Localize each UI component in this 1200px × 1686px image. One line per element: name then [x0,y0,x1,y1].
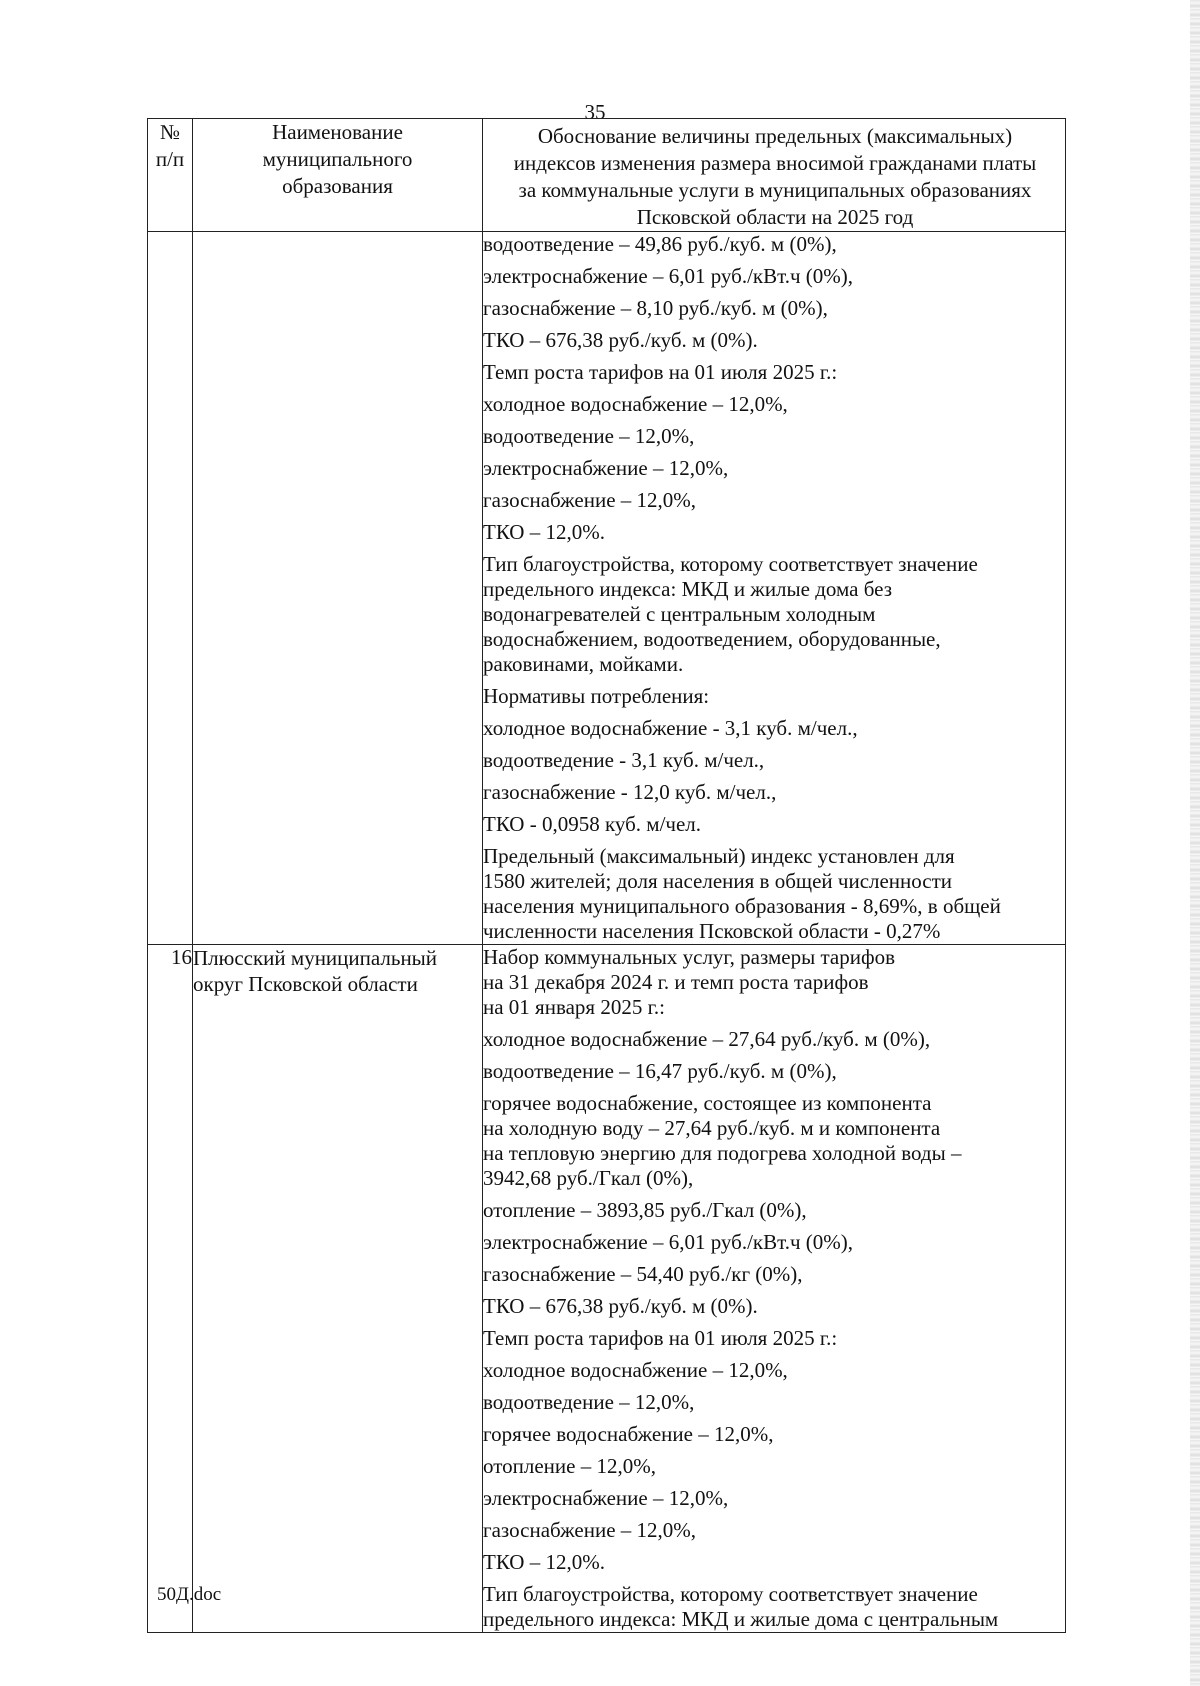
table-header-row [148,119,1066,232]
justification-paragraph: водоотведение – 12,0%, [483,1390,695,1414]
row-number-cell: 16 [148,945,193,1633]
page-number: 35 [584,100,606,124]
justification-paragraph: холодное водоснабжение – 12,0%, [483,392,788,416]
justification-paragraph: газоснабжение – 54,40 руб./кг (0%), [483,1262,803,1286]
table-row [148,945,1066,1633]
tariff-index-table [147,118,1066,1633]
justification-paragraph: Тип благоустройства, которому соответствует значение предельного индекса: МКД и жилые дома без водонагревателей с центральным холодным водоснабжением, водоотведением, оборудованные, раковинами, мойками. [483,552,978,676]
justification-paragraph: Темп роста тарифов на 01 июля 2025 г.: [483,360,838,384]
justification-paragraph: электроснабжение – 6,01 руб./кВт.ч (0%), [483,1230,854,1254]
justification-paragraph: Предельный (максимальный) индекс установлен для 1580 жителей; доля населения в общей численности населения муниципального образования - 8,69%, в общей численности населения Псковской области - 0,27% [483,844,1001,943]
municipality-name-cell [193,232,483,945]
table-body [148,232,1066,1633]
justification-paragraph: холодное водоснабжение – 27,64 руб./куб. м (0%), [483,1027,931,1051]
justification-paragraph: горячее водоснабжение, состоящее из компонента на холодную воду – 27,64 руб./куб. м и компонента на тепловую энергию для подогрева холодной воды – 3942,68 руб./Гкал (0%), [483,1091,962,1190]
row-number-cell [148,232,193,945]
justification-paragraph: ТКО – 676,38 руб./куб. м (0%). [483,328,758,352]
justification-paragraph: отопление – 12,0%, [483,1454,656,1478]
justification-paragraph: ТКО – 676,38 руб./куб. м (0%). [483,1294,758,1318]
table-row [148,232,1066,945]
header-municipality-name-text: Наименование муниципального образования [262,120,413,198]
justification-paragraph: водоотведение – 16,47 руб./куб. м (0%), [483,1059,837,1083]
header-justification [483,119,1066,232]
justification-paragraph: электроснабжение – 6,01 руб./кВт.ч (0%), [483,264,854,288]
justification-paragraph: Тип благоустройства, которому соответствует значение предельного индекса: МКД и жилые дома с центральным [483,1582,999,1631]
justification-paragraph: ТКО - 0,0958 куб. м/чел. [483,812,702,836]
justification-paragraph: холодное водоснабжение – 12,0%, [483,1358,788,1382]
justification-paragraph: Темп роста тарифов на 01 июля 2025 г.: [483,1326,838,1350]
municipality-name-cell: Плюсский муниципальный округ Псковской области [193,945,483,1633]
justification-paragraph: холодное водоснабжение - 3,1 куб. м/чел., [483,716,858,740]
justification-paragraph: горячее водоснабжение – 12,0%, [483,1422,774,1446]
justification-paragraph: Нормативы потребления: [483,684,710,708]
justification-paragraph: водоотведение – 12,0%, [483,424,695,448]
header-number-text: № п/п [155,120,185,171]
justification-paragraph: электроснабжение – 12,0%, [483,456,729,480]
justification-cell [483,945,1066,1633]
scan-edge-artifact [1190,0,1200,1686]
justification-paragraph: электроснабжение – 12,0%, [483,1486,729,1510]
justification-paragraph: ТКО – 12,0%. [483,520,605,544]
justification-cell [483,232,1066,945]
header-justification-text: Обоснование величины предельных (максимальных) индексов изменения размера вносимой гражданами платы за коммунальные услуги в муниципальных образованиях Псковской области на 2025 год [513,124,1037,229]
justification-paragraph: Набор коммунальных услуг, размеры тарифов на 31 декабря 2024 г. и темп роста тарифов на 01 января 2025 г.: [483,945,895,1019]
justification-paragraph: водоотведение – 49,86 руб./куб. м (0%), [483,232,837,256]
footer-filename: 50Д.doc [157,1584,222,1605]
justification-paragraph: газоснабжение - 12,0 куб. м/чел., [483,780,777,804]
justification-paragraph: газоснабжение – 8,10 руб./куб. м (0%), [483,296,828,320]
justification-paragraph: отопление – 3893,85 руб./Гкал (0%), [483,1198,807,1222]
header-municipality-name [193,119,483,232]
justification-paragraph: газоснабжение – 12,0%, [483,1518,697,1542]
justification-paragraph: ТКО – 12,0%. [483,1550,605,1574]
justification-paragraph: газоснабжение – 12,0%, [483,488,697,512]
header-number [148,119,193,232]
justification-paragraph: водоотведение - 3,1 куб. м/чел., [483,748,765,772]
